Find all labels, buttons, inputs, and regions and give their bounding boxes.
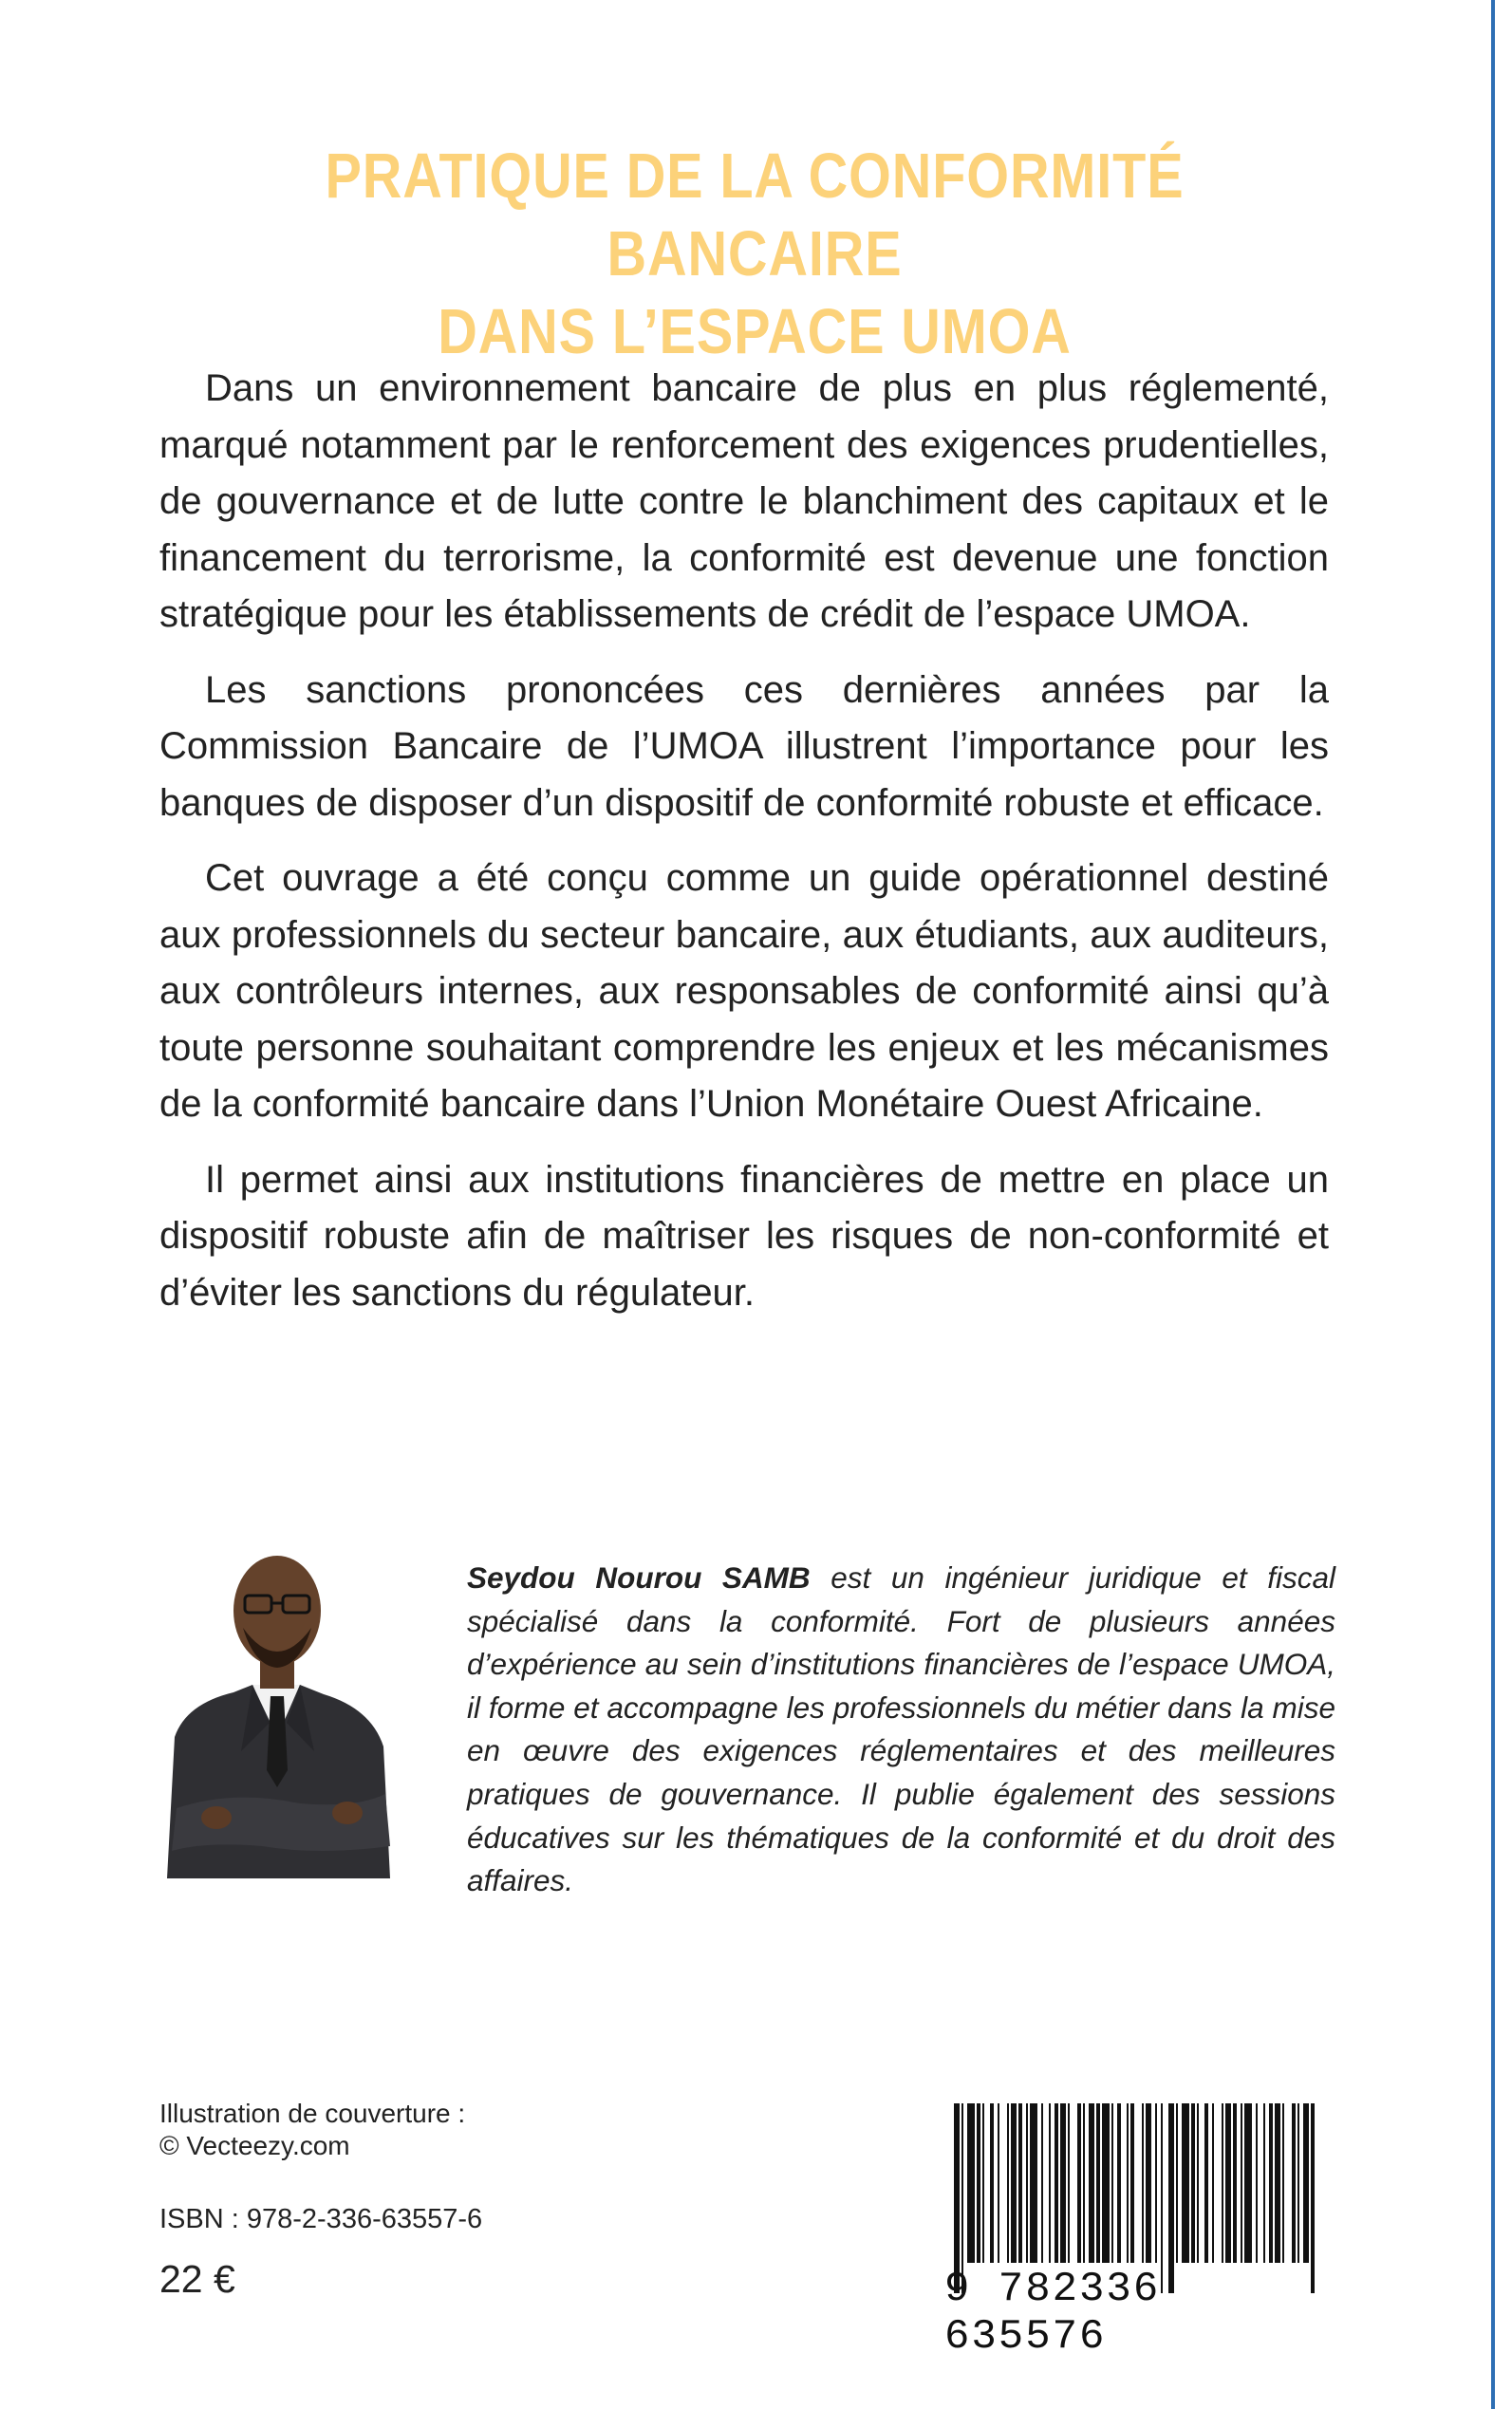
blurb-paragraph: Dans un environnement bancaire de plus en plus réglementé, marqué notamment par le renforcement des exigences prudentielles, de gouvernance et de lutte contre le blanchiment des capitaux et le financement du terrorisme, la conformité est devenue une fonction stratégique pour les établissements de crédit de l’espace UMOA. [159, 367, 1329, 635]
blurb-paragraph: Cet ouvrage a été conçu comme un guide opérationnel destiné aux professionnels du secteur bancaire, aux étudiants, aux auditeurs, aux contrôleurs internes, aux responsables de conformité ainsi qu’à toute personne souhaitant comprendre les enjeux et les mécanismes de la conformité bancaire dans l’Union Monétaire Ouest Africaine. [159, 857, 1329, 1125]
price-text: 22 € [159, 2257, 235, 2301]
author-bio [467, 1557, 1335, 1903]
barcode-digits: 9 782336 635576 [944, 2266, 1161, 2361]
credit-label: Illustration de couverture : [159, 2099, 466, 2128]
blurb-paragraph: Il permet ainsi aux institutions financières de mettre en place un dispositif robuste afin de maîtriser les risques de non-conformité et d’éviter les sanctions du régulateur. [159, 1158, 1329, 1314]
credit-source: © Vecteezy.com [159, 2131, 350, 2160]
isbn-text: ISBN : 978-2-336-63557-6 [159, 2204, 483, 2234]
author-name: Seydou Nourou SAMB [467, 1560, 811, 1595]
back-cover-blurb [159, 361, 1329, 1340]
title-line-1: PRATIQUE DE LA CONFORMITÉ BANCAIRE [325, 140, 1185, 289]
blurb-paragraph: Les sanctions prononcées ces dernières années par la Commission Bancaire de l’UMOA illustrent l’importance pour les banques de disposer d’un dispositif de conformité robuste et efficace. [159, 668, 1329, 824]
cover-illustration-credit [159, 2098, 465, 2162]
title-line-2: DANS L’ESPACE UMOA [438, 296, 1072, 367]
author-photo [158, 1533, 397, 1878]
right-edge-rule [1491, 0, 1495, 2409]
author-bio-text: est un ingénieur juridique et fiscal spécialisé dans la conformité. Fort de plusieurs années d’expérience au sein d’institutions financières de l’espace UMOA, il forme et accompagne les professionnels du métier dans la mise en œuvre des exigences réglementaires et des meilleures pratiques de gouvernance. Il publie également des sessions éducatives sur les thématiques de la conformité et du droit des affaires. [467, 1560, 1335, 1898]
book-title [228, 138, 1280, 371]
